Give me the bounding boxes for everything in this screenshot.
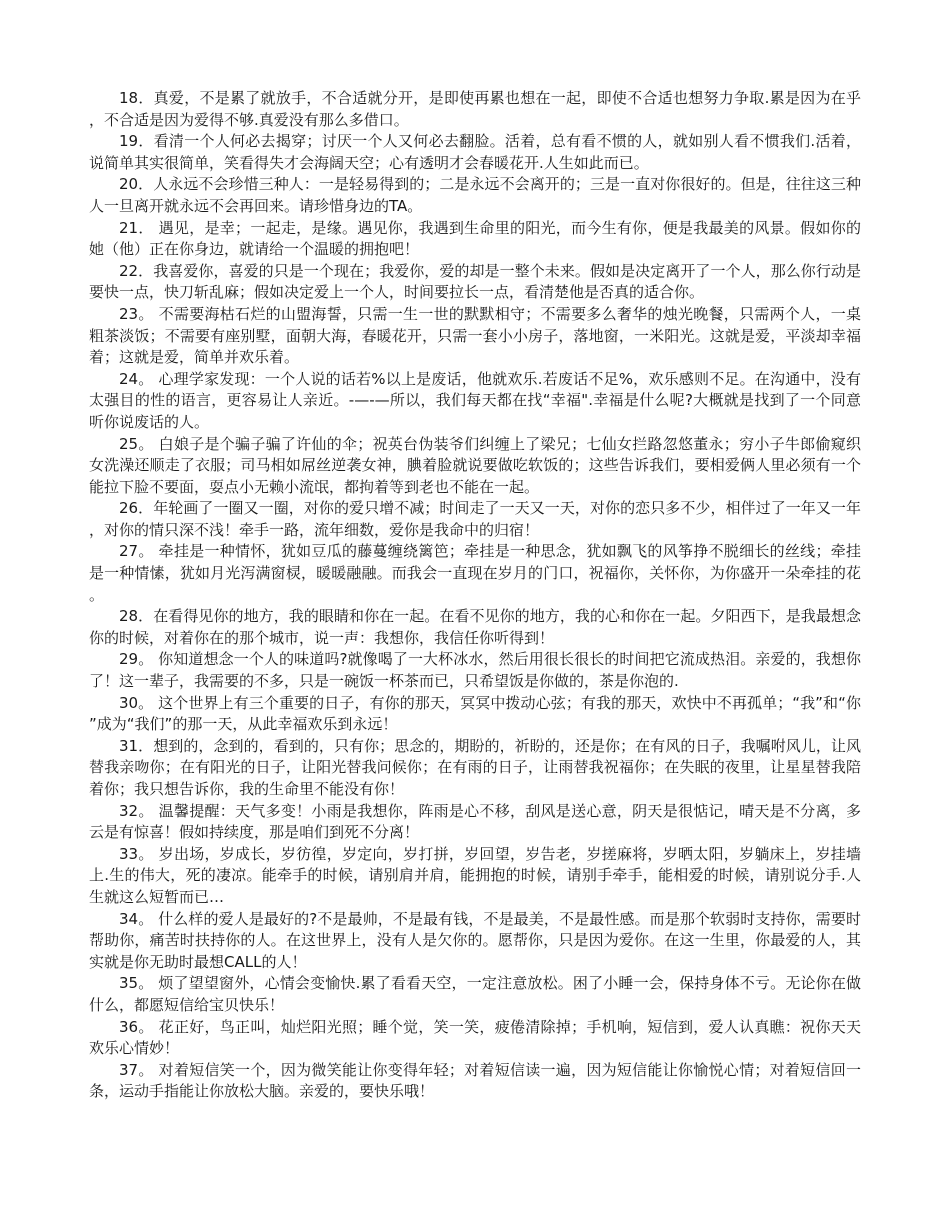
paragraph-text: 花正好，鸟正叫，灿烂阳光照；睡个觉，笑一笑，疲倦清除掉；手机响，短信到，爱人认真瞧：祝你天天欢乐心情妙！ xyxy=(89,1017,861,1058)
paragraph-text: 遇见，是幸；一起走，是缘。遇见你，我遇到生命里的阳光，而今生有你，便是我最美的风景。假如你的她（他）正在你身边，就请给一个温暖的拥抱吧！ xyxy=(89,218,861,259)
paragraph-number: 18． xyxy=(119,89,154,107)
paragraph-text: 这个世界上有三个重要的日子，有你的那天，冥冥中拨动心弦；有我的那天，欢快中不再孤单；“我”和“你”成为“我们”的那一天，从此幸福欢乐到永远！ xyxy=(89,693,861,734)
paragraph-number: 30。 xyxy=(119,693,154,712)
paragraph xyxy=(89,606,861,649)
paragraph-number: 26． xyxy=(119,499,154,518)
paragraph xyxy=(89,736,861,801)
paragraph-number: 24。 xyxy=(119,369,154,388)
paragraph-text: 白娘子是个骗子骗了许仙的伞；祝英台伪装爷们纠缠上了梁兄；七仙女拦路忽悠董永；穷小子牛郎偷窥织女洗澡还顺走了衣服；司马相如屌丝逆袭女神，腆着脸就说要做吃软饭的；这些告诉我们，要相爱俩人里必须有一个能拉下脸不要面，耍点小无赖小流氓，都拘着等到老也不能在一起。 xyxy=(89,434,861,496)
paragraph xyxy=(89,693,861,736)
paragraph-text: 你知道想念一个人的味道吗?就像喝了一大杯冰水，然后用很长很长的时间把它流成热泪。亲爱的，我想你了！这一辈子，我需要的不多，只是一碗饭一杯茶而已，只希望饭是你做的，茶是你泡的. xyxy=(89,650,862,691)
paragraph-text: 真爱，不是累了就放手，不合适就分开，是即使再累也想在一起，即使不合适也想努力争取.累是因为在乎，不合适是因为爱得不够.真爱没有那么多借口。 xyxy=(89,89,861,129)
paragraph-text: 看清一个人何必去揭穿；讨厌一个人又何必去翻脸。活着，总有看不惯的人，就如别人看不惯我们.活着，说简单其实很简单，笑看得失才会海阔天空；心有透明才会春暖花开.人生如此而已。 xyxy=(89,132,861,172)
paragraph-number: 21． xyxy=(119,218,154,237)
paragraph xyxy=(89,973,861,1016)
paragraph-number: 19． xyxy=(119,132,154,151)
paragraph-number: 33。 xyxy=(119,844,154,863)
paragraph xyxy=(89,909,861,974)
paragraph xyxy=(89,498,861,541)
paragraph xyxy=(89,174,861,217)
paragraph-number: 28． xyxy=(119,607,154,626)
paragraph xyxy=(89,801,861,844)
paragraph-number: 29。 xyxy=(119,650,154,669)
paragraph xyxy=(89,1060,861,1103)
paragraph-number: 32。 xyxy=(119,801,154,820)
paragraph-number: 25。 xyxy=(119,434,154,453)
paragraph-text: 岁出场，岁成长，岁彷徨，岁定向，岁打拼，岁回望，岁告老，岁搓麻将，岁晒太阳，岁躺床上，岁挂墙上.生的伟大，死的凄凉。能牵手的时候，请别肩并肩，能拥抱的时候，请别手牵手，能相爱的时候，请别说分手.人生就这么短暂而已… xyxy=(89,844,861,906)
paragraph-number: 22． xyxy=(119,261,154,280)
paragraph-text: 想到的，念到的，看到的，只有你；思念的，期盼的，祈盼的，还是你；在有风的日子，我嘱咐风儿，让风替我亲吻你；在有阳光的日子，让阳光替我问候你；在有雨的日子，让雨替我祝福你；在失眠的夜里，让星星替我陪着你；我只想告诉你，我的生命里不能没有你！ xyxy=(89,736,861,798)
paragraph-number: 37。 xyxy=(119,1060,154,1079)
paragraph xyxy=(89,844,861,909)
paragraph-number: 20． xyxy=(119,175,154,194)
paragraph-number: 27。 xyxy=(119,542,154,561)
paragraph xyxy=(89,541,861,606)
paragraph-number: 35。 xyxy=(119,974,154,993)
paragraph-text: 对着短信笑一个，因为微笑能让你变得年轻；对着短信读一遍，因为短信能让你愉悦心情；对着短信回一条，运动手指能让你放松大脑。亲爱的，要快乐哦！ xyxy=(89,1060,861,1101)
paragraph-text: 年轮画了一圈又一圈，对你的爱只增不减；时间走了一天又一天，对你的恋只多不少，相伴过了一年又一年，对你的情只深不浅！牵手一路，流年细数，爱你是我命中的归宿！ xyxy=(89,499,861,539)
paragraph xyxy=(89,131,861,174)
paragraph xyxy=(89,434,861,499)
paragraph-text: 不需要海枯石烂的山盟海誓，只需一生一世的默默相守；不需要多么奢华的烛光晚餐，只需两个人，一桌粗茶淡饭；不需要有座别墅，面朝大海，春暖花开，只需一套小小房子，落地窗，一米阳光。这就是爱，平淡却幸福着；这就是爱，简单并欢乐着。 xyxy=(89,304,861,367)
paragraph-text: 温馨提醒：天气多变！小雨是我想你，阵雨是心不移，刮风是送心意，阴天是很惦记，晴天是不分离，多云是有惊喜！假如持续度，那是咱们到死不分离！ xyxy=(89,801,861,842)
paragraph-text: 牵挂是一种情怀，犹如豆瓜的藤蔓缠绕篱笆；牵挂是一种思念，犹如飘飞的风筝挣不脱细长的丝线；牵挂是一种情愫，犹如月光泻满窗棂，暖暖融融。而我会一直现在岁月的门口，祝福你，关怀你，为你盛开一朵牵挂的花。 xyxy=(89,542,861,604)
paragraph-text: 心理学家发现：一个人说的话若%以上是废话，他就欢乐.若废话不足%，欢乐感则不足。在沟通中，没有太强目的性的语言，更容易让人亲近。-—-—所以，我们每天都在找“幸福".幸福是什么呢?大概就是找到了一个同意听你说废话的人。 xyxy=(89,369,862,431)
paragraph xyxy=(89,649,861,692)
paragraph xyxy=(89,304,861,369)
paragraph-text: 在看得见你的地方，我的眼睛和你在一起。在看不见你的地方，我的心和你在一起。夕阳西下，是我最想念你的时候，对着你在的那个城市，说一声：我想你，我信任你听得到！ xyxy=(89,607,861,647)
paragraph xyxy=(89,261,861,304)
paragraph xyxy=(89,218,861,261)
paragraph-text: 人永远不会珍惜三种人：一是轻易得到的；二是永远不会离开的；三是一直对你很好的。但是，往往这三种人一旦离开就永远不会再回来。请珍惜身边的TA。 xyxy=(89,175,861,215)
document-body xyxy=(89,88,861,1103)
paragraph xyxy=(89,369,861,434)
paragraph-text: 烦了望望窗外，心情会变愉快.累了看看天空，一定注意放松。困了小睡一会，保持身体不亏。无论你在做什么，都愿短信给宝贝快乐！ xyxy=(89,974,861,1014)
paragraph-number: 23。 xyxy=(119,304,154,323)
paragraph-text: 什么样的爱人是最好的?不是最帅，不是最有钱，不是最美，不是最性感。而是那个软弱时支持你，需要时帮助你，痛苦时扶持你的人。在这世界上，没有人是欠你的。愿帮你，只是因为爱你。在这一生里，你最爱的人，其实就是你无助时最想CALL的人！ xyxy=(89,909,862,971)
paragraph-number: 34。 xyxy=(119,909,154,928)
paragraph-number: 36。 xyxy=(119,1017,154,1036)
paragraph-text: 我喜爱你，喜爱的只是一个现在；我爱你，爱的却是一整个未来。假如是决定离开了一个人，那么你行动是要快一点，快刀斩乱麻；假如决定爱上一个人，时间要拉长一点，看清楚他是否真的适合你。 xyxy=(89,261,861,302)
paragraph xyxy=(89,1017,861,1060)
paragraph xyxy=(89,88,861,131)
paragraph-number: 31． xyxy=(119,736,154,755)
